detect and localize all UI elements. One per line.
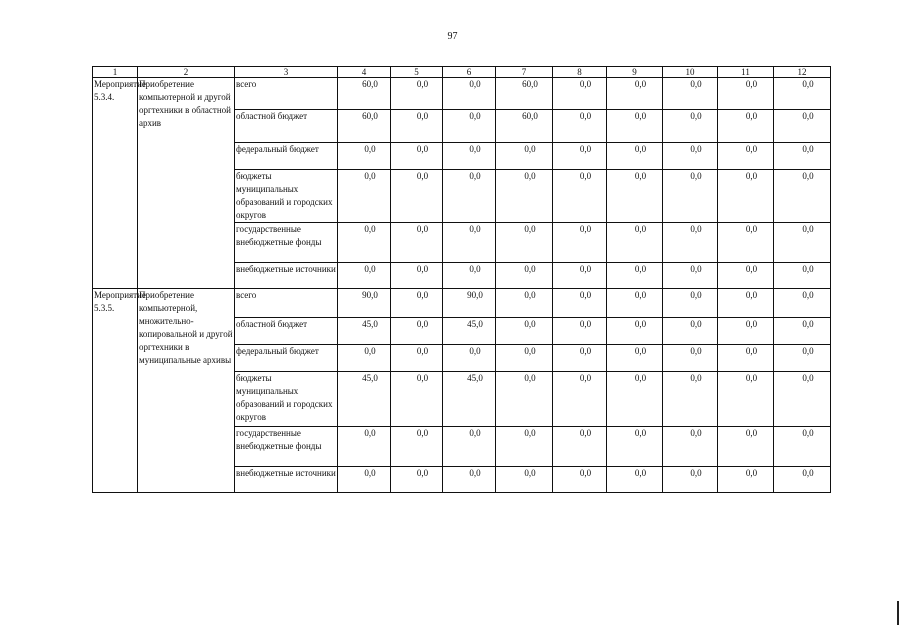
value-cell [443,223,496,263]
value-cell [663,143,718,170]
value-text: 0,0 [690,428,702,438]
value-cell [718,345,774,372]
value-cell [496,78,553,110]
value-cell [391,110,443,143]
value-cell [338,170,391,223]
value-cell [553,223,607,263]
value-text: 0,0 [690,264,702,274]
value-cell [607,427,663,467]
value-text: 0,0 [690,373,702,383]
value-text: 0,0 [416,346,429,356]
value-text: 0,0 [802,224,814,234]
value-text: 0,0 [416,373,429,383]
value-text: 0,0 [524,428,536,438]
value-cell [496,143,553,170]
value-text: 0,0 [416,224,429,234]
value-text: 0,0 [416,264,429,274]
value-cell [553,345,607,372]
value-text: 0,0 [802,111,814,121]
value-cell [338,78,391,110]
value-text: 0,0 [579,111,592,121]
value-text: 0,0 [634,224,647,234]
funding-source: внебюджетные источники [235,263,338,289]
value-text: 0,0 [634,346,647,356]
value-cell [391,318,443,345]
table-row [93,78,831,110]
page-number: 97 [447,31,458,42]
value-text: 0,0 [745,468,758,478]
value-text: 0,0 [524,144,536,154]
value-cell [718,372,774,427]
value-cell [338,289,391,318]
value-cell [391,170,443,223]
value-text: 0,0 [416,468,429,478]
value-text: 0,0 [579,319,592,329]
column-number: 10 [663,67,718,78]
value-cell [391,263,443,289]
funding-source: внебюджетные источники [235,467,338,493]
column-number: 8 [553,67,607,78]
value-cell [553,289,607,318]
funding-source: государственные внебюджетные фонды [235,427,338,467]
value-cell [718,223,774,263]
value-cell [607,467,663,493]
value-text: 0,0 [690,79,702,89]
value-cell [553,263,607,289]
value-cell [607,263,663,289]
value-cell [663,427,718,467]
value-text: 90,0 [467,290,483,300]
value-text: 0,0 [579,144,592,154]
value-text: 0,0 [364,346,376,356]
value-text: 0,0 [745,224,758,234]
value-text: 0,0 [364,468,376,478]
column-number: 6 [443,67,496,78]
value-cell [391,289,443,318]
value-cell [496,170,553,223]
value-cell [443,427,496,467]
value-text: 0,0 [579,224,592,234]
value-text: 0,0 [469,79,481,89]
value-text: 0,0 [802,171,814,181]
value-cell [774,223,831,263]
value-cell [496,223,553,263]
value-text: 0,0 [690,224,702,234]
value-cell [774,345,831,372]
funding-source: всего [235,289,338,318]
value-cell [443,263,496,289]
value-text: 0,0 [745,144,758,154]
value-text: 0,0 [579,428,592,438]
budget-table [92,66,831,493]
value-cell [553,110,607,143]
value-text: 0,0 [579,290,592,300]
value-cell [774,427,831,467]
value-cell [496,345,553,372]
value-text: 0,0 [745,319,758,329]
value-cell [496,110,553,143]
value-cell [718,143,774,170]
value-text: 0,0 [634,264,647,274]
value-cell [774,78,831,110]
value-cell [774,467,831,493]
value-text: 0,0 [690,319,702,329]
value-cell [338,345,391,372]
value-cell [391,372,443,427]
value-cell [338,143,391,170]
value-text: 0,0 [634,290,647,300]
value-text: 0,0 [745,373,758,383]
value-cell [443,289,496,318]
value-text: 0,0 [690,468,702,478]
value-cell [391,143,443,170]
value-cell [774,263,831,289]
value-text: 0,0 [469,428,481,438]
column-number: 12 [774,67,831,78]
value-text: 0,0 [524,373,536,383]
value-cell [391,345,443,372]
value-cell [338,263,391,289]
value-cell [443,318,496,345]
value-text: 0,0 [579,346,592,356]
column-number-row [93,67,831,78]
value-cell [607,289,663,318]
value-cell [718,318,774,345]
value-cell [607,110,663,143]
value-text: 0,0 [802,373,814,383]
value-cell [663,467,718,493]
value-cell [338,318,391,345]
value-cell [663,345,718,372]
funding-source: областной бюджет [235,110,338,143]
value-text: 0,0 [524,290,536,300]
value-text: 0,0 [524,319,536,329]
value-text: 0,0 [634,468,647,478]
value-text: 0,0 [469,111,481,121]
value-text: 45,0 [467,319,483,329]
value-text: 0,0 [802,346,814,356]
value-text: 0,0 [524,346,536,356]
value-text: 0,0 [469,144,481,154]
funding-source: государственные внебюджетные фонды [235,223,338,263]
value-text: 0,0 [579,79,592,89]
value-cell [338,223,391,263]
column-number: 4 [338,67,391,78]
funding-source: бюджеты муниципальных образований и городских округов [235,372,338,427]
value-text: 0,0 [416,319,429,329]
value-cell [718,427,774,467]
value-text: 45,0 [467,373,483,383]
value-text: 0,0 [364,224,376,234]
value-text: 0,0 [579,264,592,274]
value-cell [553,78,607,110]
value-text: 0,0 [690,346,702,356]
value-text: 0,0 [745,111,758,121]
value-text: 0,0 [802,319,814,329]
value-cell [607,345,663,372]
value-text: 0,0 [634,171,647,181]
value-cell [663,263,718,289]
value-text: 0,0 [416,290,429,300]
value-text: 0,0 [745,171,758,181]
value-cell [607,372,663,427]
value-text: 0,0 [745,79,758,89]
value-cell [553,143,607,170]
value-cell [338,110,391,143]
value-cell [496,427,553,467]
value-text: 0,0 [416,428,429,438]
value-cell [718,289,774,318]
value-cell [391,467,443,493]
value-cell [663,170,718,223]
value-text: 0,0 [364,144,376,154]
value-cell [607,223,663,263]
value-text: 0,0 [469,171,481,181]
scan-edge-mark [897,601,899,625]
value-cell [391,223,443,263]
value-text: 0,0 [745,290,758,300]
value-text: 0,0 [416,79,429,89]
value-cell [443,143,496,170]
table-row [93,289,831,318]
value-cell [718,170,774,223]
value-text: 0,0 [416,171,429,181]
value-text: 0,0 [634,111,647,121]
value-cell [718,110,774,143]
value-cell [496,263,553,289]
value-cell [391,427,443,467]
value-cell [496,289,553,318]
value-cell [443,467,496,493]
table-body [93,67,831,493]
value-cell [718,467,774,493]
value-text: 0,0 [469,224,481,234]
value-cell [607,170,663,223]
value-cell [443,110,496,143]
value-cell [607,318,663,345]
value-text: 0,0 [364,428,376,438]
value-text: 0,0 [690,171,702,181]
value-cell [774,289,831,318]
value-text: 0,0 [745,346,758,356]
value-text: 0,0 [634,144,647,154]
value-text: 60,0 [362,79,378,89]
column-number: 5 [391,67,443,78]
value-cell [338,372,391,427]
funding-source: областной бюджет [235,318,338,345]
value-cell [774,372,831,427]
column-number: 1 [93,67,138,78]
value-cell [443,345,496,372]
value-cell [774,110,831,143]
value-text: 0,0 [690,111,702,121]
value-cell [496,372,553,427]
column-number: 3 [235,67,338,78]
value-text: 0,0 [524,468,536,478]
value-cell [391,78,443,110]
value-cell [774,318,831,345]
value-cell [496,467,553,493]
value-text: 0,0 [690,290,702,300]
value-text: 0,0 [416,144,429,154]
value-text: 0,0 [634,319,647,329]
value-text: 0,0 [802,290,814,300]
value-text: 0,0 [634,373,647,383]
value-text: 60,0 [522,79,538,89]
value-text: 0,0 [469,346,481,356]
value-cell [663,289,718,318]
value-text: 0,0 [416,111,429,121]
value-cell [443,78,496,110]
value-text: 0,0 [802,264,814,274]
value-text: 0,0 [802,468,814,478]
funding-source: бюджеты муниципальных образований и городских округов [235,170,338,223]
value-text: 0,0 [364,264,376,274]
value-text: 0,0 [469,264,481,274]
column-number: 2 [138,67,235,78]
value-cell [718,263,774,289]
value-cell [553,427,607,467]
value-text: 0,0 [524,264,536,274]
value-cell [443,170,496,223]
value-text: 0,0 [579,468,592,478]
activity-name: Приобретение компьютерной и другой оргтехники в областной архив [138,78,235,289]
column-number: 7 [496,67,553,78]
value-cell [663,78,718,110]
value-cell [496,318,553,345]
activity-name: Приобретение компьютерной, множительно-копировальной и другой оргтехники в муниципальные архивы [138,289,235,493]
value-text: 0,0 [364,171,376,181]
value-text: 0,0 [524,171,536,181]
activity-code: Мероприятие 5.3.5. [93,289,138,493]
value-cell [774,143,831,170]
value-text: 0,0 [745,264,758,274]
value-text: 0,0 [634,79,647,89]
column-number: 11 [718,67,774,78]
value-cell [338,427,391,467]
activity-code: Мероприятие 5.3.4. [93,78,138,289]
value-text: 60,0 [522,111,538,121]
value-cell [774,170,831,223]
value-text: 0,0 [469,468,481,478]
value-cell [338,467,391,493]
value-text: 90,0 [362,290,378,300]
value-text: 0,0 [524,224,536,234]
value-cell [663,110,718,143]
value-text: 0,0 [802,144,814,154]
funding-source: федеральный бюджет [235,143,338,170]
value-cell [718,78,774,110]
value-text: 0,0 [690,144,702,154]
value-text: 60,0 [362,111,378,121]
value-text: 45,0 [362,319,378,329]
value-cell [663,372,718,427]
value-cell [663,223,718,263]
funding-source: федеральный бюджет [235,345,338,372]
value-cell [443,372,496,427]
value-cell [553,170,607,223]
value-text: 45,0 [362,373,378,383]
column-number: 9 [607,67,663,78]
value-text: 0,0 [634,428,647,438]
funding-source: всего [235,78,338,110]
value-text: 0,0 [802,428,814,438]
value-cell [663,318,718,345]
value-text: 0,0 [579,373,592,383]
value-cell [607,78,663,110]
value-cell [553,318,607,345]
value-text: 0,0 [745,428,758,438]
value-text: 0,0 [579,171,592,181]
value-cell [607,143,663,170]
value-cell [553,467,607,493]
value-text: 0,0 [802,79,814,89]
value-cell [553,372,607,427]
